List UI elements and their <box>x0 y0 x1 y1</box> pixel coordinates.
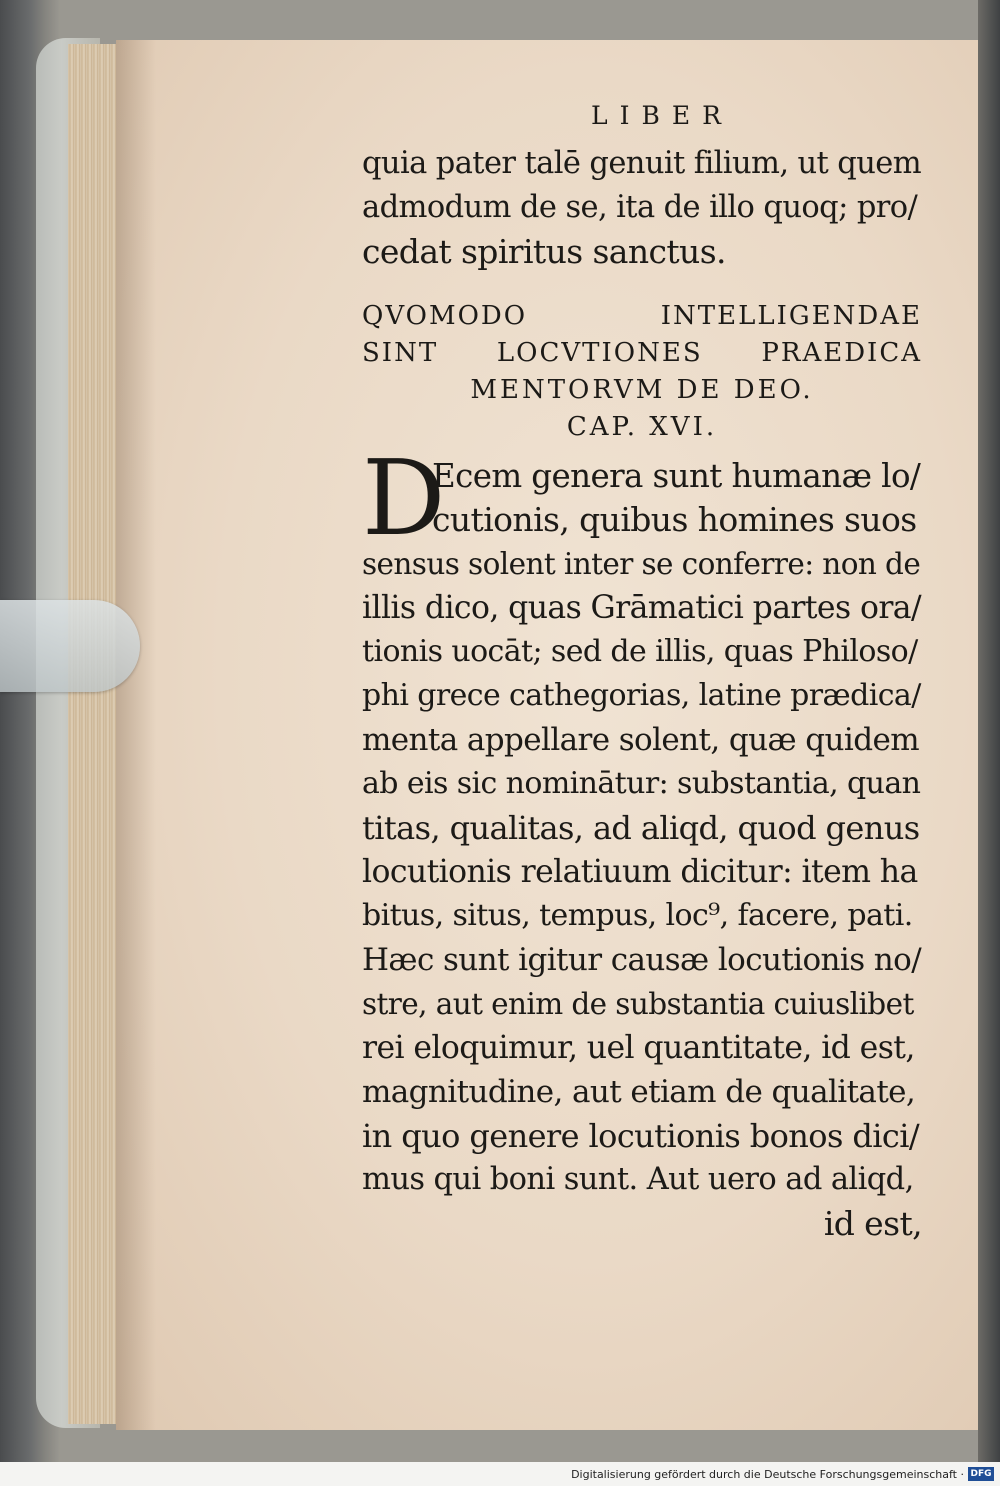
heading-line: SINT LOCVTIONES PRAEDICA <box>362 338 922 368</box>
text-line: locutionis relatiuum dicitur: item ha <box>362 854 918 890</box>
text-line: cutionis, quibus homines suos <box>432 500 917 539</box>
heading-line: MENTORVM DE DEO. <box>470 375 814 405</box>
footer-credit: Digitalisierung gefördert durch die Deutsche Forschungsgemeinschaft <box>571 1467 957 1481</box>
digitization-footer <box>0 1462 1000 1485</box>
text-line: bitus, situs, tempus, loc⁹, facere, pati. <box>362 898 913 933</box>
heading-line: QVOMODO INTELLIGENDAE <box>362 301 922 331</box>
text-line: Ecem genera sunt humanæ lo/ <box>432 457 921 495</box>
text-line: tionis uocāt; sed de illis, quas Philoso/ <box>362 634 918 669</box>
text-line: Hæc sunt igitur causæ locutionis no/ <box>362 942 922 978</box>
text-line: magnitudine, aut etiam de qualitate, <box>362 1074 916 1110</box>
text-line: ab eis sic nominātur: substantia, quan <box>362 766 921 801</box>
top-paragraph <box>362 142 922 274</box>
text-line: phi grece cathegorias, latine prædica/ <box>362 678 921 713</box>
page-text <box>362 100 922 1246</box>
scan-right-edge <box>978 0 1000 1462</box>
text-line: admodum de se, ita de illo quoq; pro/ <box>362 190 918 225</box>
text-line: rei eloquimur, uel quantitate, id est, <box>362 1030 915 1066</box>
text-line: quia pater talē genuit filium, ut quem <box>362 146 922 181</box>
text-line: illis dico, quas Grāmatici partes ora/ <box>362 590 921 626</box>
text-line: sensus solent inter se conferre: non de <box>362 547 921 581</box>
text-line: in quo genere locutionis bonos dici/ <box>362 1117 920 1155</box>
text-line: titas, qualitas, ad aliqd, quod genus <box>362 809 920 847</box>
gutter-shadow <box>116 40 156 1430</box>
footer-separator: · <box>957 1467 964 1481</box>
text-line: cedat spiritus sanctus. <box>362 232 726 271</box>
drop-cap: D <box>362 437 446 559</box>
dfg-logo-icon: DFG <box>968 1467 994 1481</box>
chapter-number: CAP. XVI. <box>566 412 718 442</box>
text-line: stre, aut enim de substantia cuiuslibet <box>362 987 914 1021</box>
catchword: id est, <box>823 1204 922 1243</box>
running-head: LIBER <box>591 101 733 130</box>
chapter-heading <box>362 298 922 446</box>
body-paragraph <box>362 437 922 1246</box>
text-line: mus qui boni sunt. Aut uero ad aliqd, <box>362 1162 914 1197</box>
page-marker-tab <box>0 600 140 692</box>
text-line: menta appellare solent, quæ quidem <box>362 722 920 758</box>
